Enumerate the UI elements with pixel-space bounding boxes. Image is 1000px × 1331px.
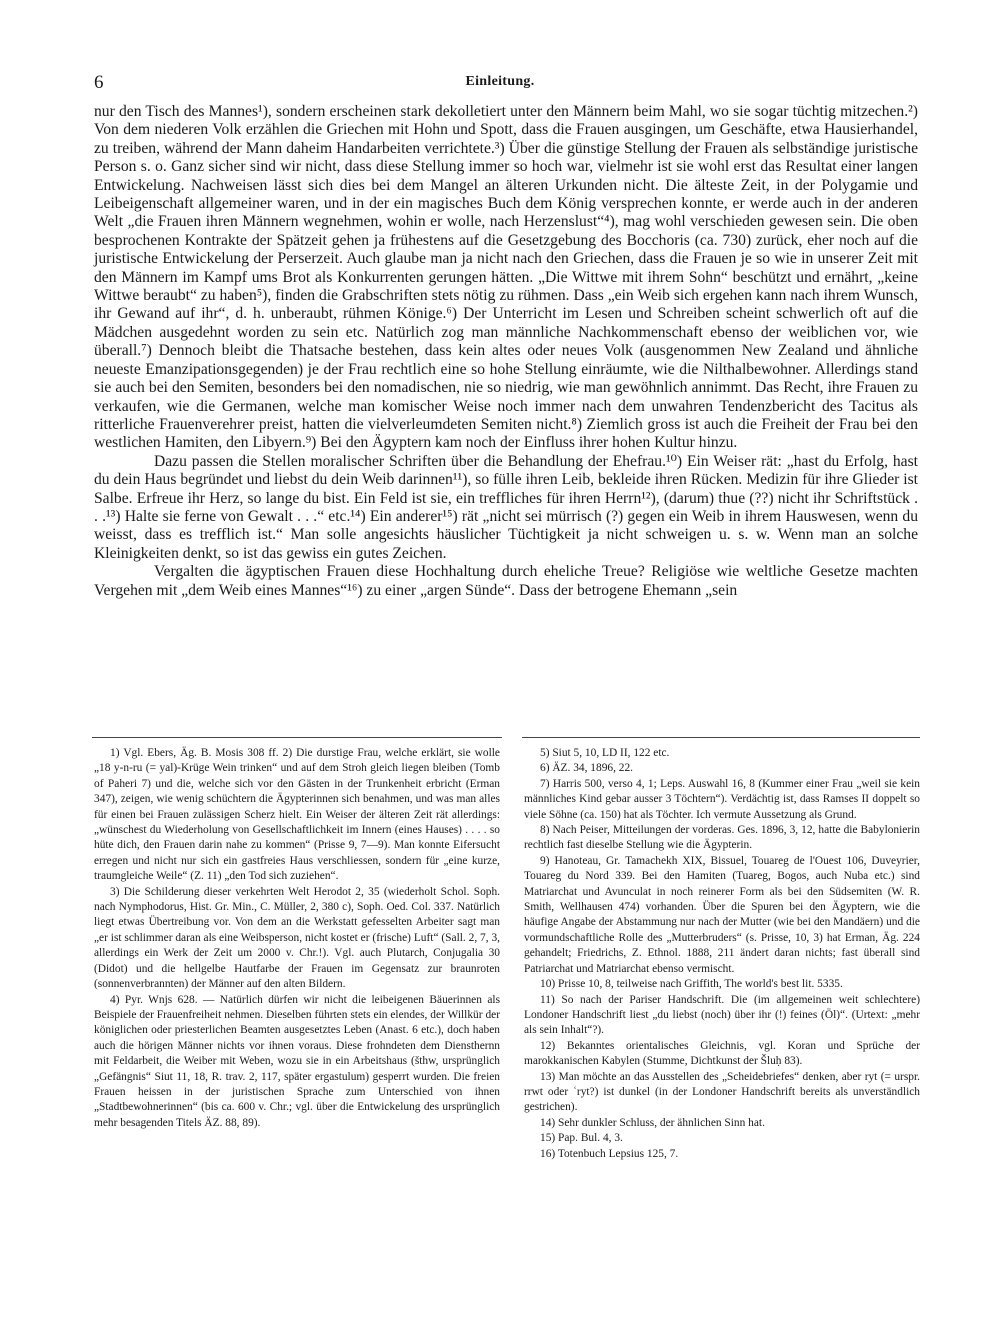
footnote: 6) ÄZ. 34, 1896, 22.: [540, 762, 634, 775]
footnote-divider: [522, 737, 920, 738]
paragraph: Vergalten die ägyptischen Frauen diese Hochhaltung durch eheliche Treue? Religiöse wie weltliche Gesetze machten Vergehen mit „dem Weib eines Mannes“¹⁶) zu einer „argen Sünde“. Dass der betrogene Ehemann „sein: [94, 563, 918, 599]
footnotes-left-column: [94, 746, 500, 1131]
footnote: 7) Harris 500, verso 4, 1; Leps. Auswahl 16, 8 (Kummer einer Frau „weil sie kein männliches Kind gebar ausser 3 Töchtern“). Verdächtig ist, dass Ramses II doppelt so viele Söhne (ca. 150) hat als Töchter. Ich vermute Aussetzung als Grund.: [524, 777, 920, 821]
footnote: 10) Prisse 10, 8, teilweise nach Griffith, The world's best lit. 5335.: [540, 978, 843, 991]
footnote: 1) Vgl. Ebers, Äg. B. Mosis 308 ff. 2) Die durstige Frau, welche erklärt, sie wolle „18 y-n-ru (= yal)-Krüge Wein trinken“ und auf dem Stroh gleich liegen bleiben (Tomb of Paheri 7) und die, welche sich vor den Gästen in der Trunkenheit erbricht (Erman 347), zeigen, wie wenig schüchtern die Ägypterinnen sich benahmen, und was man alles für einen bei Frauen zulässigen Scherz hielt. Ein Weiser der älteren Zeit rät allerdings: „wünschest du Wiederholung von Gesellschaftlichkeit im Innern (eines Hauses) . . . . so hüte dich, den Frauen darin nahe zu kommen“ (Prisse 9, 7—9). Man konnte Eifersucht erregen und nicht nur sich ein gastfreies Haus verschliessen, sondern für „eine kurze, traumgleiche Weile“ (Z. 11) „den Tod sich zuziehen“.: [94, 747, 500, 883]
footnote-divider: [92, 737, 502, 738]
footnote: 11) So nach der Pariser Handschrift. Die (im allgemeinen weit schlechtere) Londoner Handschrift liest „du liebst (noch) über ihr (!) feines (Öl)“. (Urtext: „mehr als sein Inhalt“?).: [524, 993, 920, 1037]
footnote: 16) Totenbuch Lepsius 125, 7.: [540, 1147, 679, 1160]
running-head: Einleitung.: [465, 74, 535, 89]
page-number: 6: [94, 72, 104, 93]
footnote: 8) Nach Peiser, Mitteilungen der vorderas. Ges. 1896, 3, 12, hatte die Babylonierin rechtlich fast dieselbe Stellung wie die Ägypterin.: [524, 824, 920, 852]
main-text: [94, 103, 918, 600]
paragraph: nur den Tisch des Mannes¹), sondern erscheinen stark dekolletiert unter den Männern beim Mahl, wo sie sogar tüchtig mitzechen.²) Von dem niederen Volk erzählen die Griechen mit Hohn und Spott, dass die Frauen ausgingen, um Geschäfte, etwa Hausierhandel, zu treiben, während der Mann daheim Handarbeiten verrichtete.³) Über die günstige Stellung der Frauen als selbständige juristische Person s. o. Ganz sicher sind wir nicht, dass diese Stellung immer so hoch war, vielmehr ist sie wohl erst das Resultat einer langen Entwickelung. Nachweisen lässt sich dies bei dem Mangel an älteren Urkunden nicht. Die älteste Zeit, in der Polygamie und Leibeigenschaft allgemeiner waren, und in der ein magisches Buch dem König versprechen konnte, er werde auch in der anderen Welt „die Frauen ihren Männern wegnehmen, wohin er wolle, nach Herzenslust“⁴), mag wohl verschieden gewesen sein. Die oben besprochenen Kontrakte der Spätzeit gehen ja frühestens auf die Gesetzgebung des Bocchoris (ca. 730) zurück, eher noch auf die juristische Entwickelung der Perserzeit. Auch glaube man ja nicht nach den Griechen, dass die Frauen je so wie in unserer Zeit mit den Männern im Kampf ums Brot als Konkurrenten gerungen hätten. „Die Wittwe mit ihrem Sohn“ beschützt und ernährt, „keine Wittwe beraubt“ zu haben⁵), finden die Grabschriften stets nötig zu rühmen. Dass „ein Weib sich ergehen kann nach ihrem Wunsch, ihr Gewand auf ihr“, d. h. unberaubt, rühmen Könige.⁶) Der Unterricht im Lesen und Schreiben scheint schwerlich oft auf die Mädchen ausgedehnt worden zu sein etc. Natürlich zog man männliche Nachkommenschaft ebenso der weiblichen vor, wie überall.⁷) Dennoch bleibt die Thatsache bestehen, dass kein altes oder neues Volk (ausgenommen New Zealand und ähnliche neueste Emanzipationsgegenden) je der Frau rechtlich eine so hohe Stellung einräumte, wie die Nilthalbewohner. Allerdings stand sie auch bei den Semiten, besonders bei den nomadischen, nie so niedrig, wie man gewöhnlich annimmt. Das Recht, ihre Frauen zu verkaufen, wie die Germanen, welche man komischer Weise noch immer nach dem unwahren Tendenzbericht des Tacitus als ritterliche Frauenverehrer preist, hatten die vielverleumdeten Semiten nicht.⁸) Ziemlich gross ist auch die Freiheit der Frau bei den westlichen Hamiten, den Libyern.⁹) Bei den Ägyptern kam noch der Einfluss ihrer hohen Kultur hinzu.: [94, 103, 918, 452]
footnote: 3) Die Schilderung dieser verkehrten Welt Herodot 2, 35 (wiederholt Schol. Soph. nach Nymphodorus, Hist. Gr. Min., C. Müller, 2, 380 c), Soph. Oed. Col. 337. Natürlich liegt etwas Übertreibung vor. Von dem an die Werkstatt gefesselten Arbeiter sagt man „er ist schlimmer daran als eine Weibsperson, nicht kostet er (frische) Luft“ (Sall. 2, 7, 3, allerdings ein Werk der Zeit um 2000 v. Chr.!). Vgl. auch Plutarch, Conjugalia 30 (Didot) und die hellgelbe Hautfarbe der Frauen im Gegensatz zur braunroten (sonnenverbrannten) der Männer auf den alten Bildern.: [94, 885, 500, 991]
footnote: 12) Bekanntes orientalisches Gleichnis, vgl. Koran und Sprüche der marokkanischen Kabylen (Stumme, Dichtkunst der Šluḥ 83).: [524, 1039, 920, 1068]
paragraph: Dazu passen die Stellen moralischer Schriften über die Behandlung der Ehefrau.¹⁰) Ein Weiser rät: „hast du Erfolg, hast du dein Haus begründet und liebst du dein Weib darinnen¹¹), so fülle ihren Leib, bekleide ihren Rücken. Medizin für ihre Glieder ist Salbe. Erfreue ihr Herz, so lange du bist. Ein Feld ist sie, ein treffliches für ihren Herrn¹²), (darum) thue (??) nicht ihr Schriftstück . . .¹³) Halte sie ferne von Gewalt . . .“ etc.¹⁴) Ein anderer¹⁵) rät „nicht sei mürrisch (?) gegen ein Weib in ihrem Hauswesen, wenn du weisst, dass es trefflich ist.“ Man solle angesichts häuslicher Tüchtigkeit ja nicht schweigen u. s. w. Wenn man an solche Kleinigkeiten denkt, so ist das gewiss ein gutes Zeichen.: [94, 452, 918, 562]
footnote: 4) Pyr. Wnjs 628. — Natürlich dürfen wir nicht die leibeigenen Bäuerinnen als Beispiele der Frauenfreiheit nehmen. Dieselben führten stets ein elendes, der Willkür der königlichen oder priesterlichen Beamten ausgesetztes Leben (Anast. 6 etc.), doch haben auch die hörigen Männer nichts vor ihnen voraus. Diese frohndeten dem Diensthernn mit Feldarbeit, die Weiber mit Weben, wozu sie in ein Arbeitshaus (šthw, ursprünglich „Gefängnis“ Siut 11, 18, R. trav. 2, 117, später ergastulum) gesperrt wurden. Die freien Frauen heissen in der juristischen Sprache zum Unterschied von ihnen „Stadtbewohnerinnen“ (bis ca. 600 v. Chr.; vgl. über die Entwickelung des ursprünglich mehr besagenden Titels ÄZ. 88, 89).: [94, 993, 500, 1129]
footnote: 15) Pap. Bul. 4, 3.: [540, 1132, 623, 1145]
footnote: 5) Siut 5, 10, LD II, 122 etc.: [540, 747, 670, 759]
footnotes-right-column: [524, 746, 920, 1162]
footnote: 14) Sehr dunkler Schluss, der ähnlichen Sinn hat.: [540, 1116, 765, 1129]
footnote: 13) Man möchte an das Ausstellen des „Scheidebriefes“ denken, aber ryt (= urspr. rrwt oder ʿryt?) ist dunkel (in der Londoner Handschrift bereits als unverständlich gestrichen).: [524, 1070, 920, 1114]
footnote: 9) Hanoteau, Gr. Tamachekh XIX, Bissuel, Touareg de l'Ouest 106, Duveyrier, Touareg du Nord 339. Bei den Hamiten (Tuareg, Bogos, auch Nuba etc.) sind Matriarchat und Avunculat in noch reinerer Form als bei den Südsemiten (W. R. Smith, Wellhausen 474) vorhanden. Über die Spuren bei den Ägyptern, wie die häufige Angabe der Abstammung nur nach der Mutter (wie bei den Mandäern) und die vormundschaftliche Rolle des „Mutterbruders“ (s. Prisse, 10, 3) hat Erman, Äg. 224 gehandelt; Friedrichs, Z. Ethnol. 1888, 211 ändert daran nichts; fast überall sind Patriarchat und Matriarchat ebenso vermischt.: [524, 854, 920, 975]
